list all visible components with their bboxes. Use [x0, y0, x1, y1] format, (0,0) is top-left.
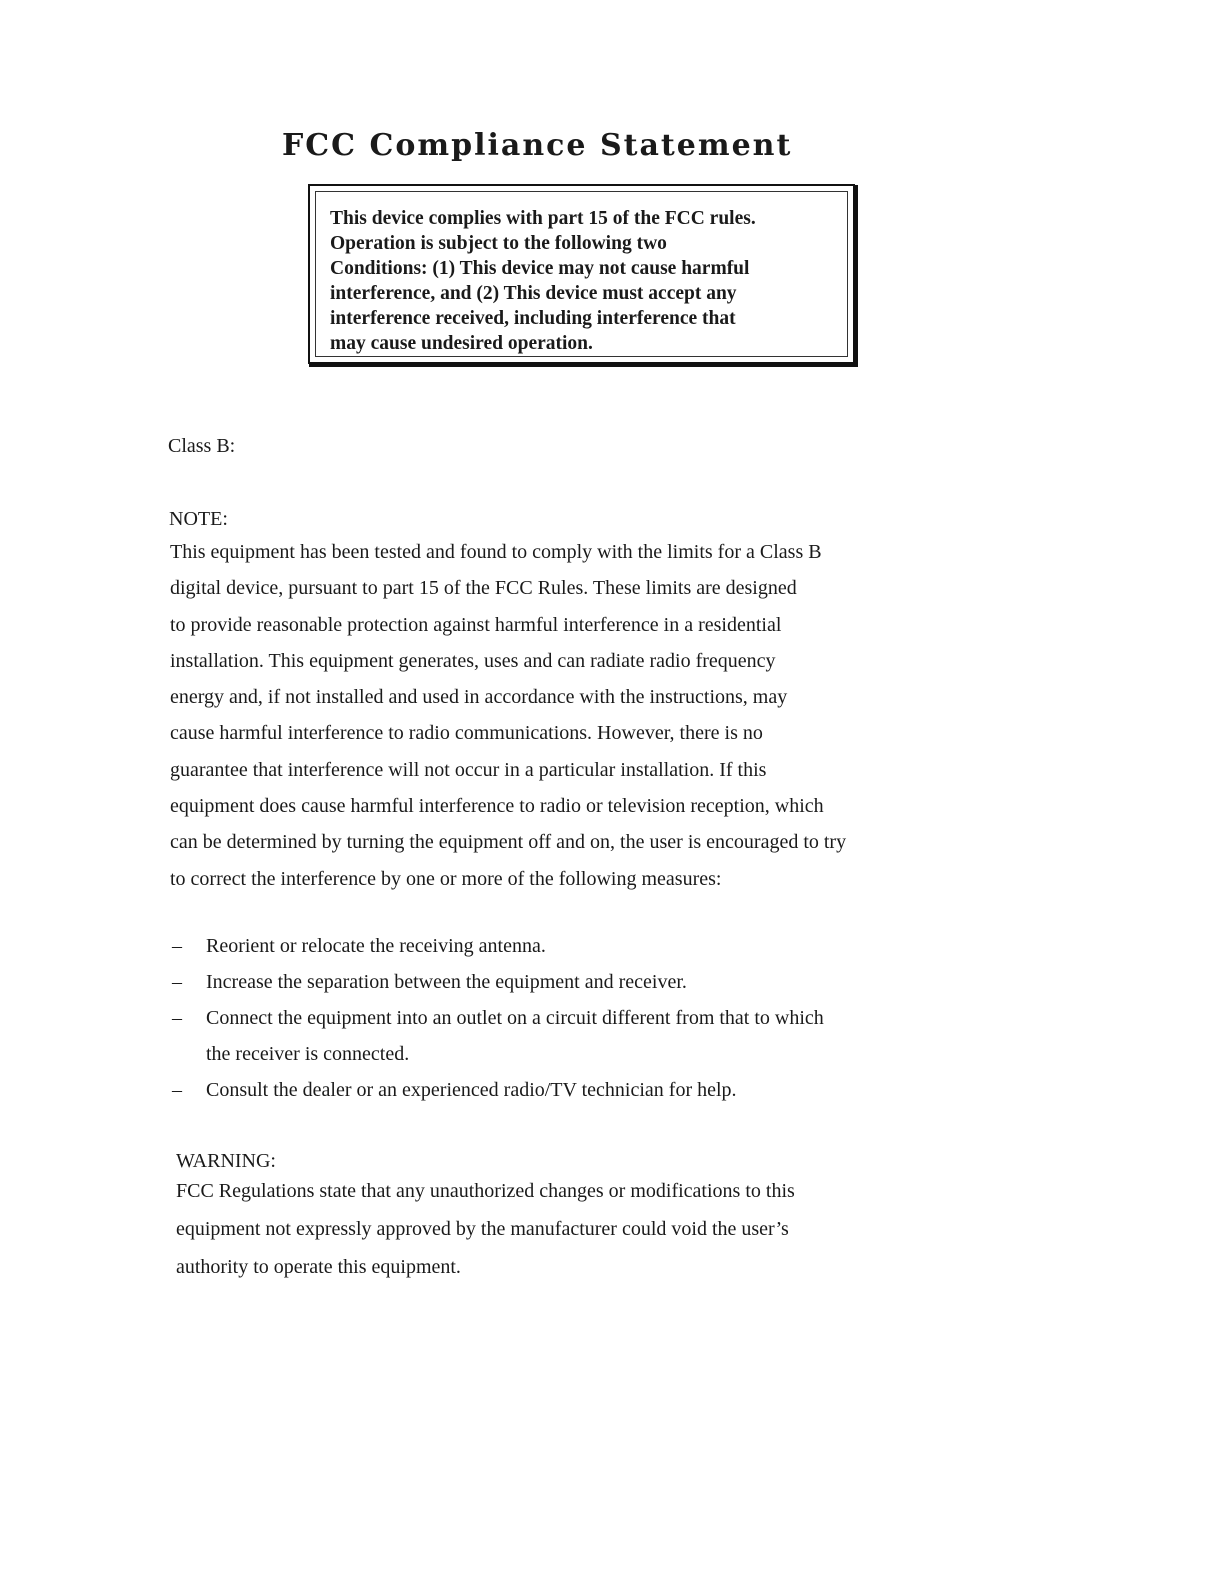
list-item-line: Consult the dealer or an experienced radio/TV technician for help.	[206, 1079, 737, 1101]
measures-list	[172, 928, 824, 1108]
list-item-text	[206, 964, 824, 1000]
list-item-text	[206, 928, 824, 964]
dash-bullet: –	[172, 935, 182, 957]
list-item	[172, 928, 824, 964]
note-line: equipment does cause harmful interference to radio or television reception, which	[170, 795, 824, 818]
list-item-line: Connect the equipment into an outlet on a circuit different from that to which	[206, 1007, 824, 1029]
warning-label: WARNING:	[176, 1150, 276, 1172]
list-item	[172, 1072, 824, 1108]
note-line: cause harmful interference to radio communications. However, there is no	[170, 722, 763, 745]
compliance-notice-box	[308, 184, 855, 364]
list-item	[172, 964, 824, 1000]
notice-line: interference, and (2) This device must accept any	[330, 283, 737, 304]
class-label: Class B:	[168, 435, 236, 457]
warning-line: equipment not expressly approved by the manufacturer could void the user’s	[176, 1218, 789, 1240]
note-line: to correct the interference by one or more of the following measures:	[170, 867, 722, 890]
list-item-line: Increase the separation between the equipment and receiver.	[206, 971, 687, 993]
notice-line: may cause undesired operation.	[330, 333, 593, 354]
dash-bullet: –	[172, 971, 182, 993]
list-item-line: Reorient or relocate the receiving antenna.	[206, 935, 546, 957]
page-title: FCC Compliance Statement	[282, 128, 793, 163]
note-line: can be determined by turning the equipment off and on, the user is encouraged to try	[170, 831, 847, 854]
note-line: guarantee that interference will not occur in a particular installation. If this	[170, 758, 767, 781]
warning-paragraph	[176, 1172, 795, 1286]
note-line: digital device, pursuant to part 15 of the FCC Rules. These limits are designed	[170, 577, 797, 600]
note-line: installation. This equipment generates, uses and can radiate radio frequency	[170, 649, 776, 672]
notice-text	[330, 206, 845, 356]
dash-bullet: –	[172, 1007, 182, 1029]
note-label: NOTE:	[169, 508, 228, 530]
dash-bullet: –	[172, 1079, 182, 1101]
note-line: to provide reasonable protection against harmful interference in a residential	[170, 613, 782, 636]
list-item-line: the receiver is connected.	[206, 1043, 410, 1065]
notice-line: This device complies with part 15 of the FCC rules.	[330, 208, 756, 229]
list-item-text	[206, 1000, 824, 1072]
notice-line: Operation is subject to the following two	[330, 233, 667, 254]
list-item-text	[206, 1072, 824, 1108]
note-paragraph	[170, 534, 846, 897]
note-line: energy and, if not installed and used in accordance with the instructions, may	[170, 686, 788, 709]
notice-line: Conditions: (1) This device may not cause harmful	[330, 258, 750, 279]
notice-line: interference received, including interference that	[330, 308, 736, 329]
warning-line: authority to operate this equipment.	[176, 1256, 461, 1278]
warning-line: FCC Regulations state that any unauthorized changes or modifications to this	[176, 1180, 795, 1202]
note-line: This equipment has been tested and found to comply with the limits for a Class B	[170, 541, 822, 563]
list-item	[172, 1000, 824, 1072]
